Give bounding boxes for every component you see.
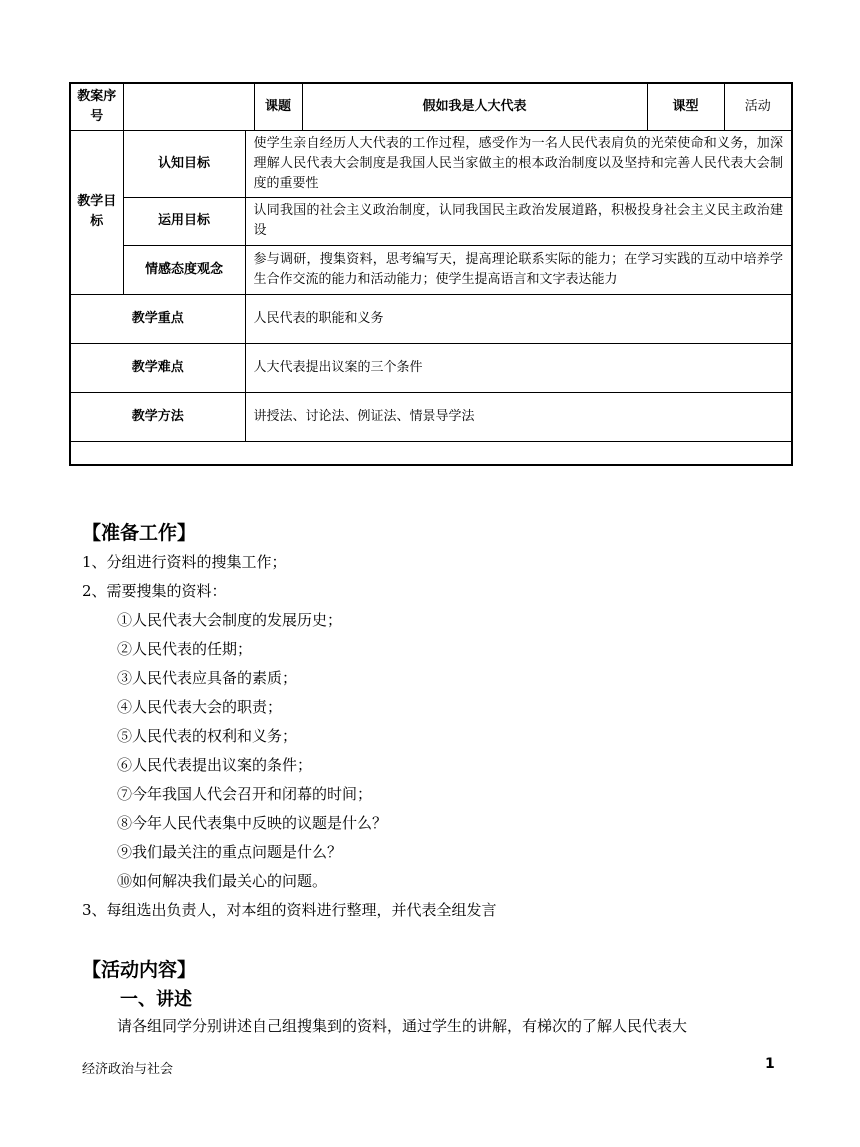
- key-points-label: 教学重点: [70, 294, 245, 343]
- prep-item-2: 2、需要搜集的资料：: [82, 582, 227, 600]
- page-number: 1: [765, 1056, 775, 1072]
- topic-label: 课题: [254, 83, 302, 130]
- material-item: ⑤人民代表的权利和义务；: [117, 727, 298, 745]
- lesson-no-label: 教案序号: [70, 83, 123, 130]
- activity-heading: 【活动内容】: [82, 959, 197, 981]
- material-item: ④人民代表大会的职责；: [117, 698, 283, 716]
- prep-item-1: 1、分组进行资料的搜集工作；: [82, 553, 287, 571]
- topic-value: 假如我是人大代表: [302, 83, 647, 130]
- empty-row: [70, 441, 792, 465]
- goals-label: 教学目标: [70, 130, 123, 294]
- method-label: 教学方法: [70, 392, 245, 441]
- prep-heading: 【准备工作】: [82, 522, 197, 544]
- method-text: 讲授法、讨论法、例证法、情景导学法: [245, 392, 792, 441]
- material-item: ⑥人民代表提出议案的条件；: [117, 756, 313, 774]
- goal-text-application: 认同我国的社会主义政治制度，认同我国民主政治发展道路，积极投身社会主义民主政治建设: [245, 197, 792, 245]
- goal-label-attitude: 情感态度观念: [123, 245, 245, 294]
- difficult-points-label: 教学难点: [70, 343, 245, 392]
- goal-label-cognitive: 认知目标: [123, 130, 245, 197]
- material-item: ⑨我们最关注的重点问题是什么？: [117, 843, 343, 861]
- lesson-no-value: [123, 83, 254, 130]
- material-item: ①人民代表大会制度的发展历史；: [117, 611, 343, 629]
- prep-item-3: 3、每组选出负责人，对本组的资料进行整理，并代表全组发言: [82, 901, 497, 919]
- type-value: 活动: [724, 83, 792, 130]
- type-label: 课型: [647, 83, 724, 130]
- key-points-text: 人民代表的职能和义务: [245, 294, 792, 343]
- material-item: ⑧今年人民代表集中反映的议题是什么？: [117, 814, 388, 832]
- material-item: ⑩如何解决我们最关心的问题。: [117, 872, 328, 890]
- lesson-plan-table: [69, 82, 793, 466]
- goal-text-attitude: 参与调研，搜集资料，思考编写天，提高理论联系实际的能力；在学习实践的互动中培养学生合作交流的能力和活动能力；使学生提高语言和文字表达能力: [245, 245, 792, 294]
- activity-paragraph: 请各组同学分别讲述自己组搜集到的资料，通过学生的讲解，有梯次的了解人民代表大: [117, 1017, 688, 1035]
- goal-text-cognitive: 使学生亲自经历人大代表的工作过程，感受作为一名人民代表肩负的光荣使命和义务，加深理解人民代表大会制度是我国人民当家做主的根本政治制度以及坚持和完善人民代表大会制度的重要性: [245, 130, 792, 197]
- footer-title: 经济政治与社会: [82, 1062, 174, 1077]
- material-item: ③人民代表应具备的素质；: [117, 669, 298, 687]
- material-item: ⑦今年我国人代会召开和闭幕的时间；: [117, 785, 373, 803]
- material-item: ②人民代表的任期；: [117, 640, 253, 658]
- activity-sub-heading: 一、讲述: [120, 989, 192, 1010]
- goal-label-application: 运用目标: [123, 197, 245, 245]
- difficult-points-text: 人大代表提出议案的三个条件: [245, 343, 792, 392]
